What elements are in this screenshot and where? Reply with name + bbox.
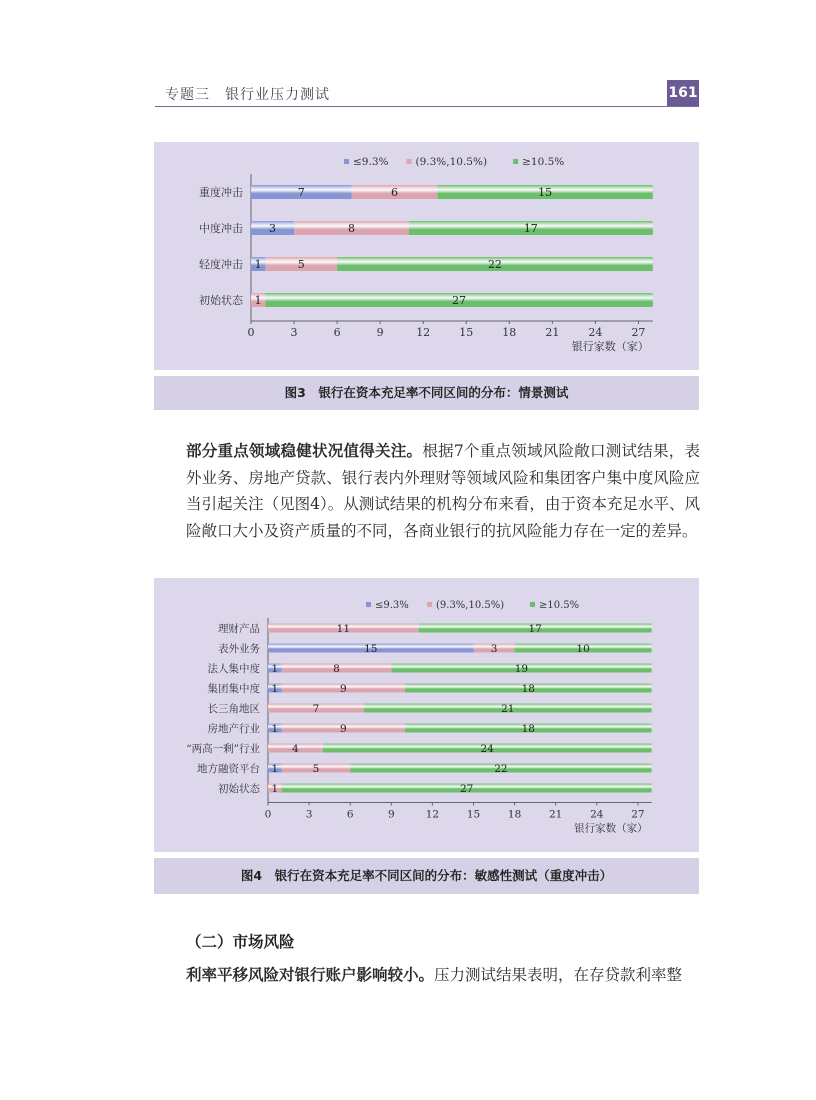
legend-label-low: ≤9.3% xyxy=(375,600,409,611)
x-tick-label: 27 xyxy=(631,326,646,339)
x-tick-label: 6 xyxy=(346,808,354,821)
figure4-chart-area xyxy=(154,578,699,852)
bar-value-label: 15 xyxy=(538,186,553,199)
legend-swatch-high xyxy=(513,159,518,164)
paragraph-2-text: 压力测试结果表明，在存贷款利率整 xyxy=(434,966,683,984)
x-tick-label: 12 xyxy=(416,326,431,339)
bar-value-label: 7 xyxy=(312,703,320,715)
bar-value-label: 4 xyxy=(292,743,299,755)
x-axis-label: 银行家数（家） xyxy=(571,340,649,353)
bar-value-label: 3 xyxy=(490,643,498,655)
legend-swatch-high xyxy=(530,602,535,607)
bar-value-label: 17 xyxy=(523,222,538,235)
bar-value-label: 11 xyxy=(336,623,351,635)
bar-value-label: 1 xyxy=(254,294,262,307)
figure3-caption: 图3 银行在资本充足率不同区间的分布：情景测试 xyxy=(284,385,569,400)
bar-value-label: 27 xyxy=(452,294,467,307)
bar-value-label: 3 xyxy=(269,222,277,235)
legend-label-low: ≤9.3% xyxy=(353,156,389,168)
category-label: 重度冲击 xyxy=(199,186,243,199)
bar-value-label: 1 xyxy=(254,258,262,271)
figure4-chart xyxy=(154,578,699,852)
category-label: 法人集中度 xyxy=(207,663,260,675)
bar-value-label: 22 xyxy=(487,258,502,271)
bar-value-label: 5 xyxy=(297,258,305,271)
legend-swatch-mid xyxy=(427,602,432,607)
legend-swatch-low xyxy=(344,159,349,164)
bar-value-label: 10 xyxy=(576,643,590,655)
section-heading: （二）市场风险 xyxy=(186,933,295,951)
category-label: 集团集中度 xyxy=(207,683,260,695)
x-tick-label: 3 xyxy=(305,808,313,821)
x-tick-label: 0 xyxy=(247,326,255,339)
legend-label-high: ≥10.5% xyxy=(522,156,565,168)
x-tick-label: 18 xyxy=(507,808,522,821)
bar-value-label: 1 xyxy=(271,783,279,795)
bar-value-label: 1 xyxy=(271,683,279,695)
figure3-chart xyxy=(154,142,699,370)
legend-label-high: ≥10.5% xyxy=(539,600,580,611)
x-tick-label: 9 xyxy=(387,808,395,821)
category-label: 理财产品 xyxy=(218,623,260,635)
x-tick-label: 15 xyxy=(459,326,474,339)
category-label: 初始状态 xyxy=(199,294,243,307)
bar-value-label: 15 xyxy=(364,643,378,655)
bar-value-label: 8 xyxy=(347,222,355,235)
category-label: 中度冲击 xyxy=(199,222,243,235)
bar-value-label: 24 xyxy=(480,743,494,755)
category-label: 地方融资平台 xyxy=(197,763,260,775)
bar-value-label: 5 xyxy=(312,763,320,775)
category-label: 长三角地区 xyxy=(207,703,260,715)
paragraph-1-text: 根据7个重点领域风险敞口测试结果，表外业务、房地产贷款、银行表内外理财等领域风险和集团客户集中度风险应当引起关注（见图4）。从测试结果的机构分布来看，由于资本充足水平、风险敞口大小及资产质量的不同，各商业银行的抗风险能力存在一定的差异。 xyxy=(186,442,700,540)
category-label: 表外业务 xyxy=(218,643,260,655)
x-tick-label: 24 xyxy=(588,326,603,339)
paragraph-1 xyxy=(186,438,700,544)
figure3-caption-box xyxy=(154,376,699,410)
bar-value-label: 1 xyxy=(271,723,279,735)
category-label: “两高一剩”行业 xyxy=(186,743,260,755)
x-tick-label: 15 xyxy=(466,808,481,821)
bar-value-label: 17 xyxy=(528,623,542,635)
figure4-caption-box xyxy=(154,858,699,894)
x-axis-label: 银行家数（家） xyxy=(574,822,648,835)
category-label: 初始状态 xyxy=(218,783,260,795)
bar-value-label: 6 xyxy=(391,186,398,199)
x-tick-label: 9 xyxy=(376,326,384,339)
x-tick-label: 6 xyxy=(333,326,341,339)
paragraph-2-bold: 利率平移风险对银行账户影响较小。 xyxy=(186,966,435,984)
category-label: 轻度冲击 xyxy=(199,258,243,271)
x-tick-label: 24 xyxy=(590,808,604,821)
bar-value-label: 27 xyxy=(459,783,474,795)
paragraph-2 xyxy=(186,962,700,989)
x-tick-label: 12 xyxy=(425,808,440,821)
x-tick-label: 27 xyxy=(631,808,645,821)
bar-value-label: 22 xyxy=(494,763,508,775)
x-tick-label: 21 xyxy=(545,326,560,339)
x-tick-label: 18 xyxy=(502,326,517,339)
paragraph-1-bold: 部分重点领域稳健状况值得关注。 xyxy=(186,442,423,460)
page-number: 161 xyxy=(667,80,699,106)
legend-label-mid: (9.3%,10.5%) xyxy=(436,600,505,611)
bar-value-label: 18 xyxy=(521,683,535,695)
page-header xyxy=(155,80,699,107)
x-tick-label: 3 xyxy=(290,326,298,339)
figure4-caption: 图4 银行在资本充足率不同区间的分布：敏感性测试（重度冲击） xyxy=(240,868,613,883)
bar-value-label: 7 xyxy=(297,186,305,199)
header-title: 专题三 银行业压力测试 xyxy=(165,87,330,103)
bar-value-label: 1 xyxy=(271,663,279,675)
category-label: 房地产行业 xyxy=(207,723,260,735)
legend-swatch-mid xyxy=(407,159,412,164)
bar-value-label: 9 xyxy=(340,723,347,735)
legend-label-mid: (9.3%,10.5%) xyxy=(415,156,488,168)
bar-value-label: 18 xyxy=(521,723,535,735)
x-tick-label: 0 xyxy=(264,808,272,821)
bar-value-label: 19 xyxy=(514,663,529,675)
x-tick-label: 21 xyxy=(549,808,563,821)
bar-value-label: 1 xyxy=(271,763,279,775)
bar-value-label: 9 xyxy=(340,683,347,695)
figure3-chart-area xyxy=(154,142,699,370)
bar-value-label: 21 xyxy=(501,703,515,715)
legend-swatch-low xyxy=(366,602,371,607)
bar-value-label: 8 xyxy=(333,663,340,675)
